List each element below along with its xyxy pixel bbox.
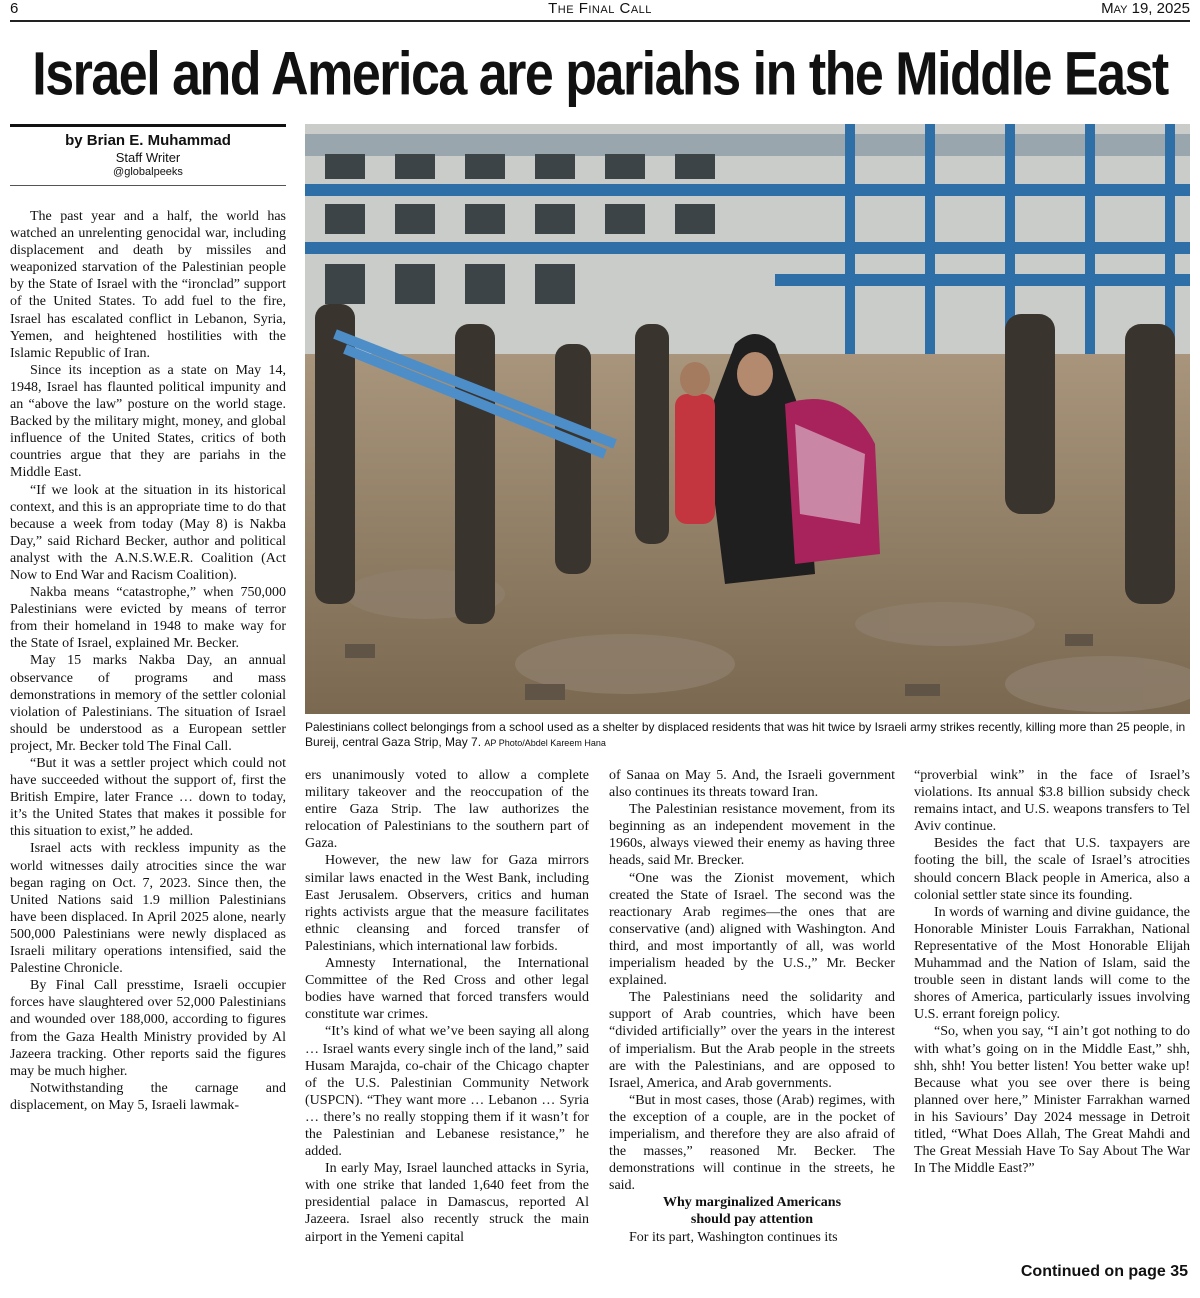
paragraph: Notwithstanding the carnage and displacement, on May 5, Israeli lawmak- bbox=[10, 1080, 286, 1113]
news-photo-icon bbox=[305, 124, 1190, 714]
paragraph: Nakba means “catastrophe,” when 750,000 Palestinians were evicted by means of terror from their homeland in 1948 to make way for the State of Israel, explained Mr. Becker. bbox=[10, 585, 286, 652]
article-column-3 bbox=[609, 767, 895, 1246]
headline: Israel and America are pariahs in the Middle East bbox=[32, 40, 1168, 109]
paragraph: “It’s kind of what we’ve been saying all along … Israel wants every single inch of the land,” said Husam Marajda, co-chair of the Chicago chapter of the U.S. Palestinian Community Network (USPCN). “They want more … Lebanon … Syria … there’s no really stopping them if it wasn’t for the Palestinian and Lebanese resistance,” he added. bbox=[305, 1024, 589, 1160]
paragraph: “But it was a settler project which could not have succeeded without the support of, first the British Empire, later France … down to today, it’s the United States that makes it possible for this situation to exist,” he added. bbox=[10, 756, 286, 840]
paragraph: “If we look at the situation in its historical context, and this is an appropriate time to do that because a week from today (May 8) is Nakba Day,” said Richard Becker, author and political analyst with the A.N.S.W.E.R. Coalition (Act Now to End War and Racism Coalition). bbox=[10, 482, 286, 583]
author-role: Staff Writer bbox=[115, 150, 181, 165]
paragraph: “But in most cases, those (Arab) regimes, with the exception of a couple, are in the pocket of imperialism, and therefore they are also afraid of the masses,” reasoned Mr. Becker. The demonstrations will continue in the streets, he said. bbox=[609, 1092, 895, 1194]
continued-on-page-link[interactable]: Continued on page 35 bbox=[1020, 1263, 1188, 1280]
paragraph: Besides the fact that U.S. taxpayers are footing the bill, the scale of Israel’s atrocities should concern Black people in America, also a colonial settler state since its founding. bbox=[914, 836, 1190, 903]
photo-caption bbox=[305, 720, 1190, 751]
paragraph: The past year and a half, the world has watched an unrelenting genocidal war, including displacement and death by missiles and weaponized starvation of the Palestinian people by the State of Israel with the “ironclad” support of the United States. To add fuel to the fire, Israel has escalated conflict in Lebanon, Syria, Yemen, and heightened hostilities with the Islamic Republic of Iran. bbox=[10, 209, 286, 361]
masthead bbox=[10, 0, 1190, 22]
caption-text: Palestinians collect belongings from a school used as a shelter by displaced residents that was hit twice by Israeli army strikes recently, killing more than 25 people, in Bureij, central Gaza Strip, May 7. bbox=[305, 720, 1186, 749]
paragraph: Since its inception as a state on May 14, 1948, Israel has flaunted political impunity and an “above the law” posture on the world stage. Backed by the military might, money, and global influence of the United States, critics of both countries argue that they are pariahs in the Middle East. bbox=[10, 362, 286, 481]
paragraph: In early May, Israel launched attacks in Syria, with one strike that landed 1,640 feet from the presidential palace in Damascus, reported Al Jazeera. Israel also recently struck the main airport in the Yemeni capital bbox=[305, 1161, 589, 1245]
author-name: by Brian E. Muhammad bbox=[65, 132, 231, 149]
paragraph: The Palestinian resistance movement, from its beginning as an independent movement in the 1960s, always viewed their enemy as having three heads, said Mr. Brecker. bbox=[609, 802, 895, 869]
article-column-4 bbox=[914, 767, 1190, 1177]
paragraph: of Sanaa on May 5. And, the Israeli government also continues its threats toward Iran. bbox=[609, 768, 895, 801]
paragraph: “One was the Zionist movement, which created the State of Israel. The second was the reactionary Arab regimes—the ones that are conservative (and) aligned with Washington. And third, and most importantly of all, was world imperialism headed by the U.S.,” Mr. Becker explained. bbox=[609, 870, 895, 989]
paragraph: May 15 marks Nakba Day, an annual observance of programs and mass demonstrations in memory of the settler colonial violation of Palestinians. The situation of Israel should be understood as a European settler project, Mr. Becker told The Final Call. bbox=[10, 653, 286, 754]
paragraph: Israel acts with reckless impunity as the world witnesses daily atrocities since the war began raging on Oct. 7, 2023. Since then, the United Nations said 1.9 million Palestinians have been displaced. In April 2025 alone, nearly 500,000 Palestinians were newly displaced as Israeli military operations intensified, said the Palestine Chronicle. bbox=[10, 841, 286, 977]
author-handle: @globalpeeks bbox=[113, 166, 183, 178]
paragraph: For its part, Washington continues its bbox=[629, 1229, 838, 1245]
paragraph: ers unanimously voted to allow a complete military takeover and the reoccupation of the entire Gaza Strip. The law authorizes the relocation of Palestinians to the southern part of Gaza. bbox=[305, 768, 589, 852]
subheading bbox=[609, 1194, 895, 1228]
issue-date: May 19, 2025 bbox=[1101, 0, 1190, 17]
paragraph: Amnesty International, the International Committee of the Red Cross and other legal bodies have warned that forced transfers would constitute war crimes. bbox=[305, 956, 589, 1023]
article-column-2 bbox=[305, 767, 589, 1246]
photo-credit: AP Photo/Abdel Kareem Hana bbox=[484, 738, 606, 748]
article-column-1 bbox=[10, 208, 286, 1114]
paragraph: In words of warning and divine guidance, the Honorable Minister Louis Farrakhan, National Representative of the Most Honorable Elijah Muhammad and the Nation of Islam, said the trouble seen in distant lands will come to the shores of America, particularly issues involving U.S. errant foreign policy. bbox=[914, 904, 1190, 1023]
paragraph: By Final Call presstime, Israeli occupier forces have slaughtered over 52,000 Palestinians and wounded over 188,000, according to figures from the Gaza Health Ministry provided by Al Jazeera tracking. Other reports said the figures may be much higher. bbox=[10, 978, 286, 1079]
publication-name: The Final Call bbox=[548, 0, 652, 17]
subheading-line-2: should pay attention bbox=[690, 1212, 814, 1228]
page-number: 6 bbox=[10, 0, 19, 17]
paragraph: However, the new law for Gaza mirrors similar laws enacted in the West Bank, including East Jerusalem. Observers, critics and human rights activists argue that the measure facilitates ethnic cleansing and forced transfer of Palestinians, which international law forbids. bbox=[305, 853, 589, 954]
paragraph: The Palestinians need the solidarity and support of Arab countries, which have been “divided artificially” over the years in the interest of imperialism. But the Arab people in the streets are with the Palestinians, and are opposed to Israel, America, and Arab governments. bbox=[609, 990, 895, 1091]
paragraph: “So, when you say, “I ain’t got nothing to do with what’s going on in the Middle East,” shh, shh, shh! You better listen! You better wake up! Because what you see over there is being planned over here,” Minister Farrakhan warned in his Saviours’ Day 2024 message in Detroit titled, “What Does Allah, The Great Mahdi and The Great Messiah Have To Say About The War In The Middle East?” bbox=[914, 1024, 1190, 1177]
paragraph: “proverbial wink” in the face of Israel’s violations. Its annual $3.8 billion subsidy check remains intact, and U.S. weapons transfers to Tel Aviv continue. bbox=[914, 768, 1190, 835]
byline bbox=[10, 124, 286, 186]
subheading-line-1: Why marginalized Americans bbox=[662, 1195, 842, 1211]
